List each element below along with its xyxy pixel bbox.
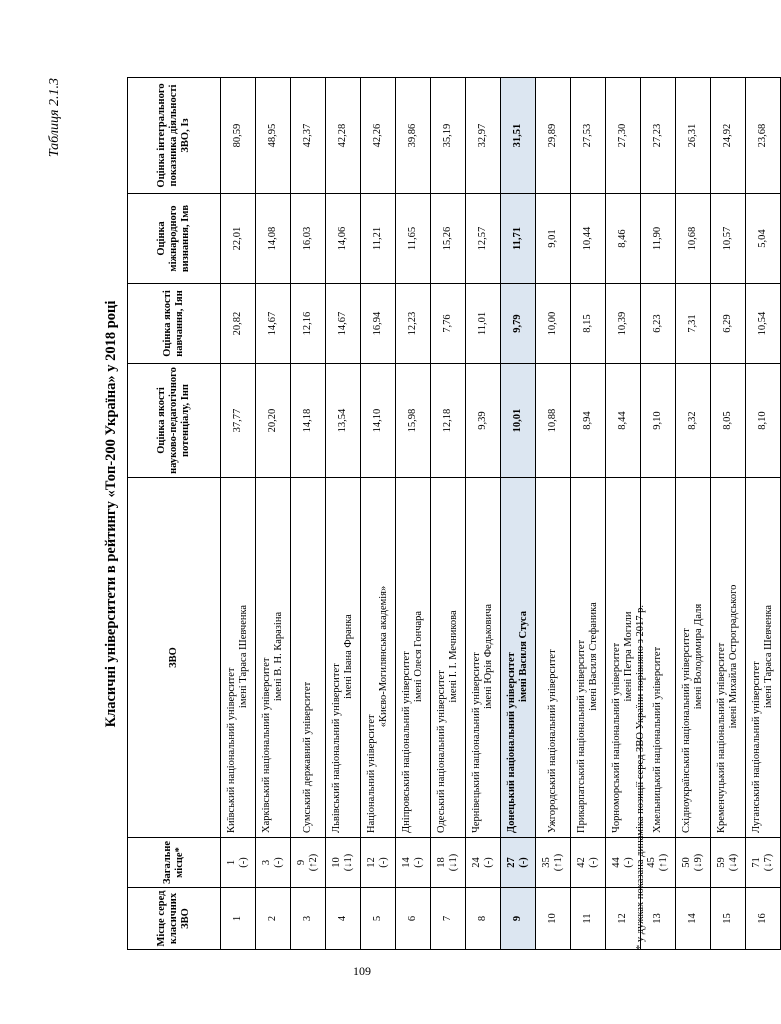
overall-rank: 45 [646,857,657,868]
header-npp: Оцінка якості науково-педагогічного потенціалу, Iнп [128,364,221,478]
cell-quality: 10,39 [606,284,641,364]
cell-integral: 24,92 [711,78,746,194]
cell-university [746,478,781,838]
cell-npp: 8,32 [676,364,711,478]
cell-quality: 10,54 [746,284,781,364]
cell-integral: 39,86 [396,78,431,194]
university-name-line1: Харківський національний університет [261,657,272,833]
university-name-line2: «Києво-Могилянська академія» [378,585,389,728]
rank-dynamics: (↑2) [308,853,319,872]
cell-npp: 37,77 [221,364,256,478]
cell-npp: 8,44 [606,364,641,478]
cell-university [466,478,501,838]
cell-integral: 42,28 [326,78,361,194]
cell-university [501,478,536,838]
cell-npp: 12,18 [431,364,466,478]
cell-place: 15 [711,888,746,950]
rank-dynamics: (↓9) [693,853,704,872]
university-name-line1: Хмельницький національний університет [652,646,663,833]
university-name-line1: Одеський національний університет [436,670,447,833]
cell-quality: 11,01 [466,284,501,364]
cell-intl: 15,26 [431,194,466,284]
cell-place: 2 [256,888,291,950]
page-number: 109 [353,964,371,978]
cell-quality: 20,82 [221,284,256,364]
table-row [536,78,571,950]
university-name-line2: імені Юрія Федьковича [483,603,494,710]
cell-intl: 9,01 [536,194,571,284]
cell-integral: 80,59 [221,78,256,194]
cell-quality: 12,16 [291,284,326,364]
header-integral: Оцінка інтегрального показника діяльності ЗВО, Iз [128,78,221,194]
cell-place: 9 [501,888,536,950]
university-name-line1: Дніпровський національний університет [401,651,412,833]
cell-intl: 16,03 [291,194,326,284]
table-row [291,78,326,950]
cell-intl: 8,46 [606,194,641,284]
cell-place: 6 [396,888,431,950]
cell-intl: 22,01 [221,194,256,284]
university-name-line2: імені Михайла Остроградського [728,584,739,729]
table-row [431,78,466,950]
table-row [466,78,501,950]
university-name-line1: Чорноморський національний університет [611,642,622,833]
rank-dynamics: (↓7) [763,853,774,872]
header-overall: Загальне місце* [128,838,221,888]
header-univ: ЗВО [128,478,221,838]
cell-university [571,478,606,838]
cell-intl: 14,08 [256,194,291,284]
university-name-line1: Київський національний університет [226,667,237,833]
university-name-line2: імені І. І. Мечникова [448,610,459,703]
cell-university [711,478,746,838]
cell-integral: 42,26 [361,78,396,194]
cell-quality: 14,67 [256,284,291,364]
cell-quality: 9,79 [501,284,536,364]
cell-quality: 7,76 [431,284,466,364]
cell-university [256,478,291,838]
cell-integral: 29,89 [536,78,571,194]
university-name-line2: імені Івана Франка [343,614,354,699]
table-row [396,78,431,950]
cell-npp: 8,05 [711,364,746,478]
cell-npp: 10,01 [501,364,536,478]
cell-integral: 31,51 [501,78,536,194]
cell-intl: 11,21 [361,194,396,284]
cell-place: 16 [746,888,781,950]
table-row [361,78,396,950]
university-name-line1: Луганський національний університет [751,661,762,833]
cell-quality: 10,00 [536,284,571,364]
cell-quality: 7,31 [676,284,711,364]
cell-overall [711,838,746,888]
university-name-line1: Національний університет [366,714,377,833]
table-row [501,78,536,950]
university-name-line2: імені Василя Стефаника [588,602,599,711]
cell-quality: 16,94 [361,284,396,364]
overall-rank: 12 [366,857,377,868]
cell-place: 7 [431,888,466,950]
table-title: Класичні університети в рейтингу «Топ-200 Україна» у 2018 році [103,300,119,728]
cell-place: 11 [571,888,606,950]
table-row [676,78,711,950]
cell-integral: 32,97 [466,78,501,194]
cell-overall [256,838,291,888]
cell-university [431,478,466,838]
university-name-line2: імені Володимира Даля [693,603,704,710]
overall-rank: 44 [611,857,622,868]
header-place: Місце серед класичних ЗВО [128,888,221,950]
university-name-line2: імені Петра Могили [623,611,634,702]
cell-npp: 14,10 [361,364,396,478]
rank-dynamics: (-) [378,857,389,868]
table-row [256,78,291,950]
overall-rank: 27 [506,857,517,868]
cell-overall [676,838,711,888]
cell-place: 8 [466,888,501,950]
rank-dynamics: (-) [623,857,634,868]
overall-rank: 50 [681,857,692,868]
cell-npp: 8,94 [571,364,606,478]
university-name-line1: Сумський державний університет [302,681,313,833]
cell-intl: 10,68 [676,194,711,284]
university-name-line1: Львівський національний університет [331,663,342,833]
cell-intl: 10,44 [571,194,606,284]
header-intl: Оцінка міжнародного визнання, Iмв [128,194,221,284]
university-name-line2: імені Тараса Шевченка [763,604,774,709]
cell-intl: 11,71 [501,194,536,284]
rank-dynamics: (-) [273,857,284,868]
overall-rank: 1 [226,859,237,866]
cell-npp: 9,39 [466,364,501,478]
university-name-line2: імені В. Н. Каразіна [273,611,284,702]
cell-overall [291,838,326,888]
cell-university [536,478,571,838]
cell-intl: 5,04 [746,194,781,284]
cell-overall [746,838,781,888]
cell-place: 12 [606,888,641,950]
university-name-line2: імені Олеся Гончара [413,610,424,703]
cell-quality: 6,23 [641,284,676,364]
cell-university [326,478,361,838]
cell-overall [571,838,606,888]
cell-npp: 8,10 [746,364,781,478]
table-row [221,78,256,950]
cell-university [361,478,396,838]
cell-overall [431,838,466,888]
cell-quality: 12,23 [396,284,431,364]
overall-rank: 3 [261,859,272,866]
cell-overall [361,838,396,888]
rank-dynamics: (↓1) [448,853,459,872]
cell-quality: 6,29 [711,284,746,364]
cell-quality: 14,67 [326,284,361,364]
cell-overall [466,838,501,888]
overall-rank: 18 [436,857,447,868]
cell-intl: 11,65 [396,194,431,284]
overall-rank: 9 [296,859,307,866]
cell-npp: 10,88 [536,364,571,478]
rank-dynamics: (-) [238,857,249,868]
cell-intl: 11,90 [641,194,676,284]
header-quality: Оцінка якості навчання, Iян [128,284,221,364]
overall-rank: 35 [541,857,552,868]
ranking-table [127,77,781,950]
cell-integral: 27,23 [641,78,676,194]
cell-intl: 14,06 [326,194,361,284]
cell-integral: 27,30 [606,78,641,194]
cell-integral: 27,53 [571,78,606,194]
cell-integral: 35,19 [431,78,466,194]
university-name-line1: Чернівецький національний університет [471,652,482,833]
cell-overall [396,838,431,888]
overall-rank: 59 [716,857,727,868]
cell-university [676,478,711,838]
rank-dynamics: (↓1) [343,853,354,872]
rank-dynamics: (-) [518,857,529,868]
cell-place: 5 [361,888,396,950]
cell-npp: 15,98 [396,364,431,478]
university-name-line1: Донецький національний університет [506,652,517,833]
rank-dynamics: (↑1) [553,853,564,872]
footnote: * у дужках показана динаміка позиції серед ЗВО України порівняно з 2017 р. [635,604,646,950]
rank-dynamics: (↓4) [728,853,739,872]
table-row [711,78,746,950]
table-row [571,78,606,950]
cell-quality: 8,15 [571,284,606,364]
rank-dynamics: (-) [413,857,424,868]
table-body [221,78,781,950]
cell-university [221,478,256,838]
university-name-line1: Східноукраїнський національний університет [681,628,692,833]
table-row [326,78,361,950]
cell-place: 4 [326,888,361,950]
cell-integral: 26,31 [676,78,711,194]
cell-overall [501,838,536,888]
cell-university [396,478,431,838]
overall-rank: 14 [401,857,412,868]
cell-overall [326,838,361,888]
university-name-line2: імені Василя Стуса [518,611,529,702]
table-label: Таблиця 2.1.3 [47,78,62,158]
cell-npp: 13,54 [326,364,361,478]
rank-dynamics: (↑1) [658,853,669,872]
cell-place: 1 [221,888,256,950]
cell-intl: 12,57 [466,194,501,284]
cell-npp: 20,20 [256,364,291,478]
cell-npp: 9,10 [641,364,676,478]
rotated-page-content [45,78,774,950]
cell-place: 14 [676,888,711,950]
cell-npp: 14,18 [291,364,326,478]
rank-dynamics: (-) [483,857,494,868]
overall-rank: 24 [471,857,482,868]
cell-place: 13 [641,888,676,950]
table-header-row [128,78,221,950]
overall-rank: 10 [331,857,342,868]
overall-rank: 71 [751,857,762,868]
overall-rank: 42 [576,857,587,868]
cell-intl: 10,57 [711,194,746,284]
cell-integral: 23,68 [746,78,781,194]
cell-overall [221,838,256,888]
university-name-line1: Прикарпатський національний університет [576,639,587,833]
university-name-line2: імені Тараса Шевченка [238,604,249,709]
cell-overall [536,838,571,888]
table-row [746,78,781,950]
cell-integral: 42,37 [291,78,326,194]
cell-university [291,478,326,838]
cell-integral: 48,95 [256,78,291,194]
university-name-line1: Кременчуцький національний університет [716,642,727,833]
cell-place: 10 [536,888,571,950]
rank-dynamics: (-) [588,857,599,868]
cell-place: 3 [291,888,326,950]
university-name-line1: Ужгородський національний університет [547,649,558,833]
